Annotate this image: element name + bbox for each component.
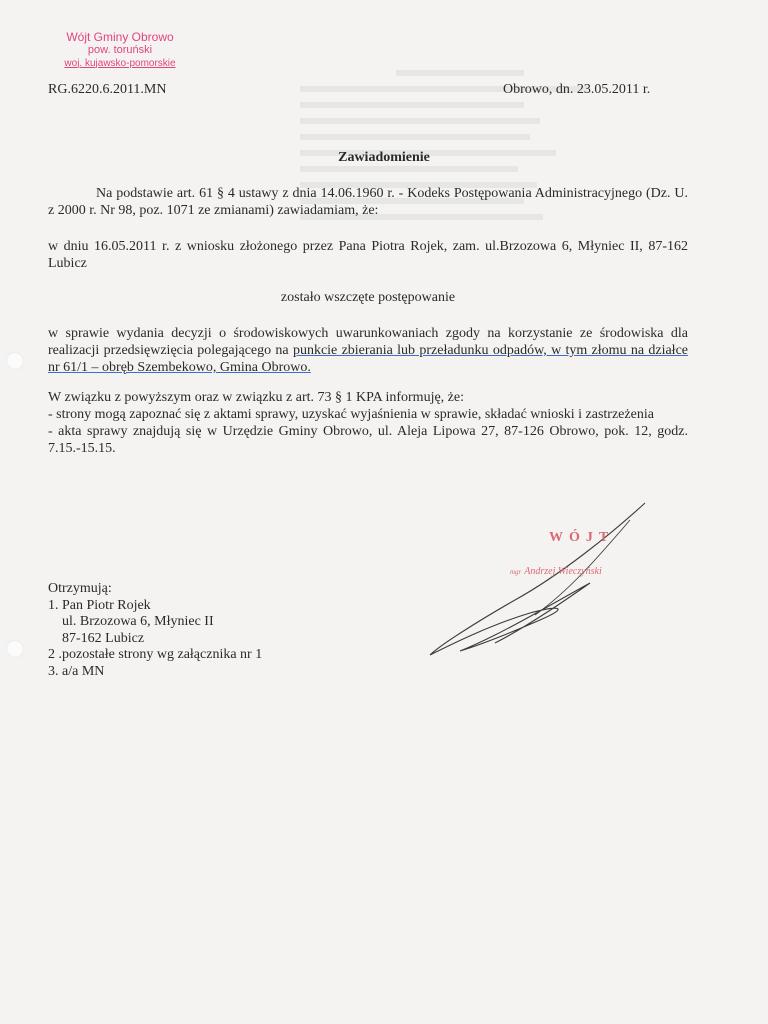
stamp-line-1: Wójt Gminy Obrowo xyxy=(66,30,174,44)
office-stamp xyxy=(50,30,190,70)
reference-number: RG.6220.6.2011.MN xyxy=(48,82,167,97)
punch-hole-top xyxy=(6,352,24,370)
signature-name xyxy=(510,566,602,577)
paragraph-proceedings-initiated: zostało wszczęte postępowanie xyxy=(280,290,456,305)
stamp-line-2: pow. toruński xyxy=(87,44,153,57)
signature-full-name: Andrzej Wieczyński xyxy=(524,566,602,577)
recipient-3: 3. a/a MN xyxy=(48,663,105,679)
signature-prefix: mgr xyxy=(510,568,522,576)
info-line-2: - strony mogą zapoznać się z aktami sprawy, uzyskać wyjaśnienia w sprawie, składać wnioski i zastrzeżenia xyxy=(48,407,654,422)
paragraph-information xyxy=(48,389,688,457)
place-date: Obrowo, dn. 23.05.2011 r. xyxy=(503,82,651,97)
info-line-1: W związku z powyższym oraz w związku z art. 73 § 1 KPA informuję, że: xyxy=(48,390,464,405)
subject-underlined-text: punkcie zbierania lub przeładunku odpadów, w tym złomu na działce nr 61/1 – obręb Szembekowo, Gmina Obrowo. xyxy=(48,343,689,375)
recipient-1-postcode: 87-162 Lubicz xyxy=(62,630,145,646)
signature-title: WÓJT xyxy=(549,530,615,545)
paragraph-application: w dniu 16.05.2011 r. z wniosku złożonego przez Pana Piotra Rojek, zam. ul.Brzozowa 6, Młyniec II, 87-162 Lubicz xyxy=(48,239,688,271)
handwritten-signature xyxy=(420,495,660,665)
info-line-3: - akta sprawy znajdują się w Urzędzie Gminy Obrowo, ul. Aleja Lipowa 27, 87-126 Obrowo, pok. 12, godz. 7.15.-15.15. xyxy=(48,424,688,456)
recipients-list xyxy=(48,581,262,680)
recipient-1-street: ul. Brzozowa 6, Młyniec II xyxy=(62,614,214,629)
recipient-1-name: 1. Pan Piotr Rojek xyxy=(48,597,151,613)
stamp-line-3: woj. kujawsko-pomorskie xyxy=(64,57,176,69)
paragraph-legal-basis: Na podstawie art. 61 § 4 ustawy z dnia 14.06.1960 r. - Kodeks Postępowania Administracyjnego (Dz. U. z 2000 r. Nr 98, poz. 1071 ze zmianami) zawiadamiam, że: xyxy=(48,186,688,218)
punch-hole-bottom xyxy=(6,640,24,658)
paragraph-subject xyxy=(48,325,688,376)
document-title: Zawiadomienie xyxy=(338,150,430,165)
recipient-2: 2 .pozostałe strony wg załącznika nr 1 xyxy=(48,647,263,662)
subject-text: w sprawie wydania decyzji o środowiskowych uwarunkowaniach zgody na korzystanie ze środowiska dla realizacji przedsięwzięcia polegającego na xyxy=(48,326,688,358)
recipients-heading: Otrzymują: xyxy=(48,581,112,596)
